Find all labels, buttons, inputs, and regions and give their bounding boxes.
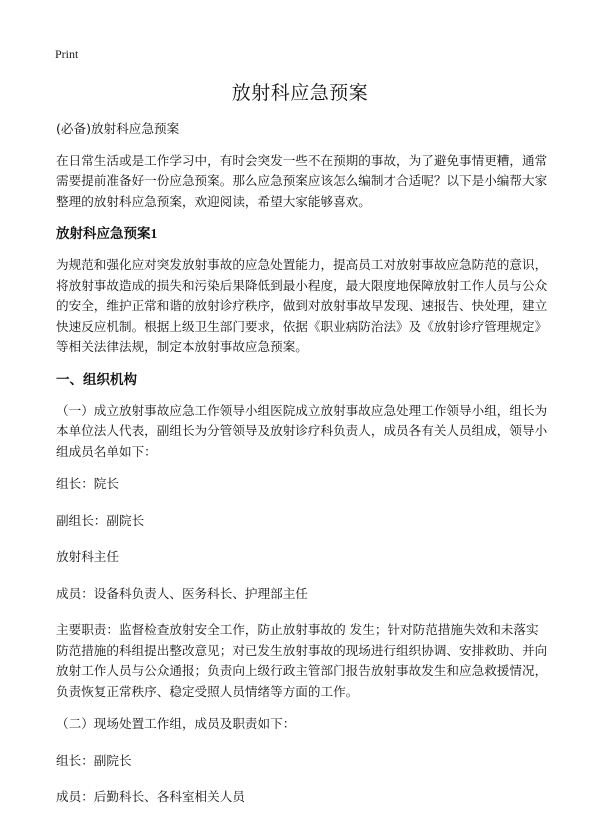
org-paragraph-2: （二）现场处置工作组，成员及职责如下： [56, 716, 296, 731]
document-subtitle: (必备)放射科应急预案 [56, 121, 180, 136]
site-leader-line: 组长：副院长 [56, 752, 132, 768]
leader-line: 组长：院长 [56, 476, 119, 491]
section1-paragraph: 为规范和强化应对突发放射事故的应急处置能力，提高员工对放射事故应急防范的意识，将放射事故造成的损失和污染后果降低到最小程度，最大限度地保障放射工作人员与公众的安全，维护正常和谐的放射诊疗秩序，做到对放射事故早发现、速报告、快处理，建立快速反应机制。根据上级卫生部门要求，依据《职业病防治法》及《放射诊疗管理规定》等相关法律法规，制定本放射事故应急预案。 [56, 257, 548, 354]
site-members-line: 成员：后勤科长、各科室相关人员 [56, 789, 245, 804]
document-body [56, 119, 548, 824]
document-title: 放射科应急预案 [231, 82, 369, 104]
intro-paragraph: 在日常生活或是工作学习中，有时会突发一些不在预期的事故，为了避免事情更糟，通常需要提前准备好一份应急预案。那么应急预案应该怎么编制才合适呢？以下是小编帮大家整理的放射科应急预案，欢迎阅读，希望大家能够喜欢。 [56, 152, 548, 209]
section-heading-1: 放射科应急预案1 [56, 226, 158, 241]
members-line: 成员：设备科负责人、医务科长、护理部主任 [56, 585, 308, 601]
duties-paragraph: 主要职责：监督检查放射安全工作，防止放射事故的 发生；针对防范措施失效和未落实防范措施的科组提出整改意见；对已发生放射事故的现场进行组织协调、安排救助、并向放射工作人员与公众通报；负责向上级行政主管部门报告放射事故发生和应急救援情况，负责恢复正常秩序、稳定受照人员情绪等方面的工作。 [56, 622, 548, 699]
vice-leader-line: 副组长：副院长 [56, 512, 145, 528]
org-paragraph-1: （一）成立放射事故应急工作领导小组医院成立放射事故应急处理工作领导小组，组长为本单位法人代表，副组长为分管领导及放射诊疗科负责人，成员各有关人员组成，领导小组成员名单如下： [56, 402, 548, 459]
section-heading-org: 一、组织机构 [56, 371, 137, 387]
radiology-director-line: 放射科主任 [56, 549, 119, 564]
print-label: Print [55, 47, 79, 61]
